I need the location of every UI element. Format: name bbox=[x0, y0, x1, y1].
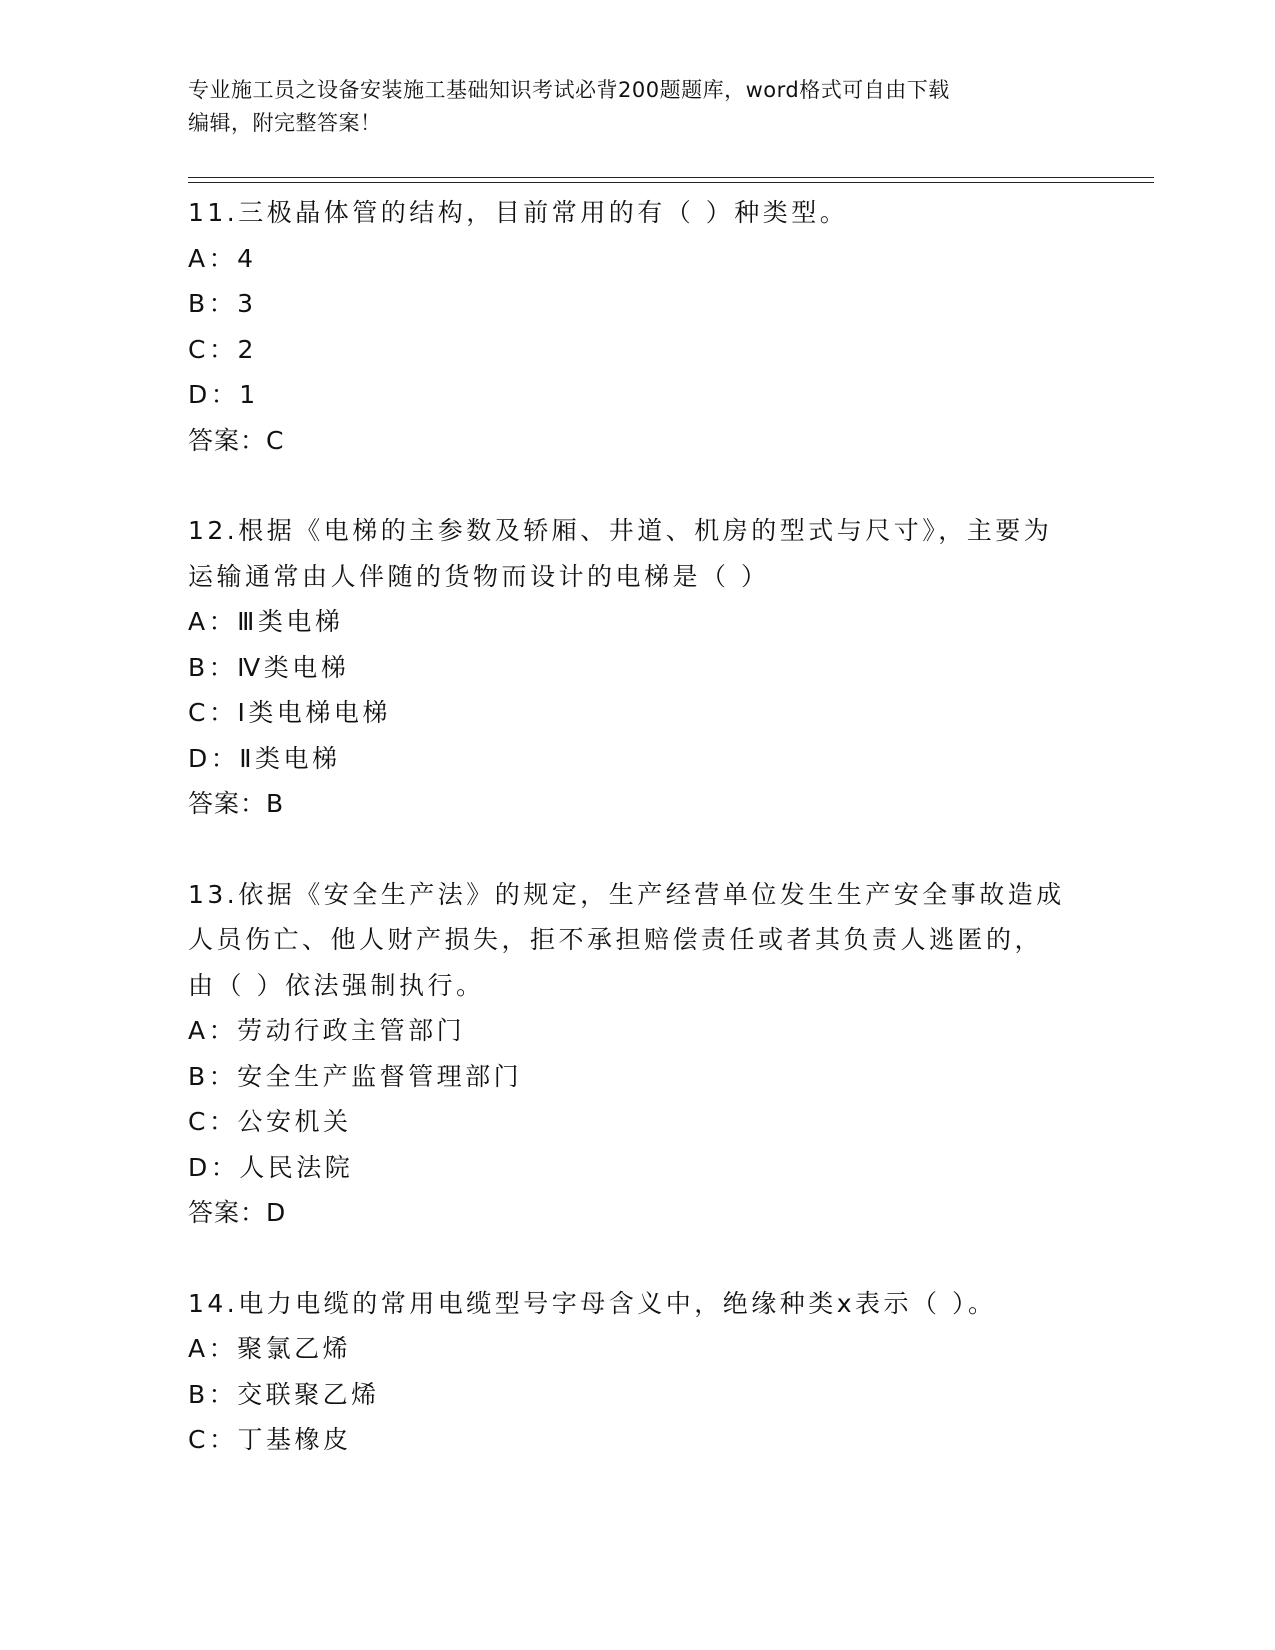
option-b: B：Ⅳ类电梯 bbox=[188, 652, 350, 682]
option-a: A：Ⅲ类电梯 bbox=[188, 607, 344, 636]
option-b: B：交联聚乙烯 bbox=[188, 1379, 380, 1409]
question-11 bbox=[188, 190, 1088, 463]
option-d: D：人民法院 bbox=[188, 1152, 354, 1182]
answer-label: 答案：C bbox=[188, 425, 285, 455]
option-c: C：丁基橡皮 bbox=[188, 1425, 352, 1454]
option-a: A：4 bbox=[188, 243, 257, 273]
question-14 bbox=[188, 1281, 1088, 1463]
question-stem: 运输通常由人伴随的货物而设计的电梯是（ ） bbox=[188, 561, 770, 591]
question-list bbox=[188, 190, 1088, 1508]
document-header bbox=[188, 74, 1088, 140]
question-stem: 14.电力电缆的常用电缆型号字母含义中，绝缘种类x表示（ ）。 bbox=[188, 1288, 997, 1318]
option-d: D：Ⅱ类电梯 bbox=[188, 743, 341, 773]
option-a: A：劳动行政主管部门 bbox=[188, 1016, 466, 1045]
option-d: D：1 bbox=[188, 380, 259, 409]
header-divider-bottom bbox=[188, 182, 1154, 183]
option-b: B：安全生产监督管理部门 bbox=[188, 1061, 523, 1091]
question-13 bbox=[188, 872, 1088, 1236]
answer-label: 答案：D bbox=[188, 1198, 287, 1227]
question-stem: 12.根据《电梯的主参数及轿厢、井道、机房的型式与尺寸》，主要为 bbox=[188, 516, 1053, 545]
question-stem: 由（ ）依法强制执行。 bbox=[188, 970, 485, 1000]
option-c: C：Ⅰ类电梯电梯 bbox=[188, 698, 391, 727]
question-12 bbox=[188, 508, 1088, 827]
question-stem: 人员伤亡、他人财产损失，拒不承担赔偿责任或者其负责人逃匿的， bbox=[188, 925, 1044, 954]
option-c: C：公安机关 bbox=[188, 1107, 352, 1136]
header-title-line-1: 专业施工员之设备安装施工基础知识考试必背200题题库，word格式可自由下载 bbox=[188, 78, 950, 102]
option-a: A：聚氯乙烯 bbox=[188, 1334, 352, 1363]
answer-label: 答案：B bbox=[188, 789, 285, 818]
header-title-line-2: 编辑，附完整答案！ bbox=[188, 111, 382, 135]
option-c: C：2 bbox=[188, 334, 257, 364]
question-stem: 11.三极晶体管的结构，目前常用的有（ ）种类型。 bbox=[188, 198, 849, 227]
header-divider-top bbox=[188, 177, 1154, 178]
option-b: B：3 bbox=[188, 289, 257, 318]
question-stem: 13.依据《安全生产法》的规定，生产经营单位发生生产安全事故造成 bbox=[188, 879, 1065, 909]
